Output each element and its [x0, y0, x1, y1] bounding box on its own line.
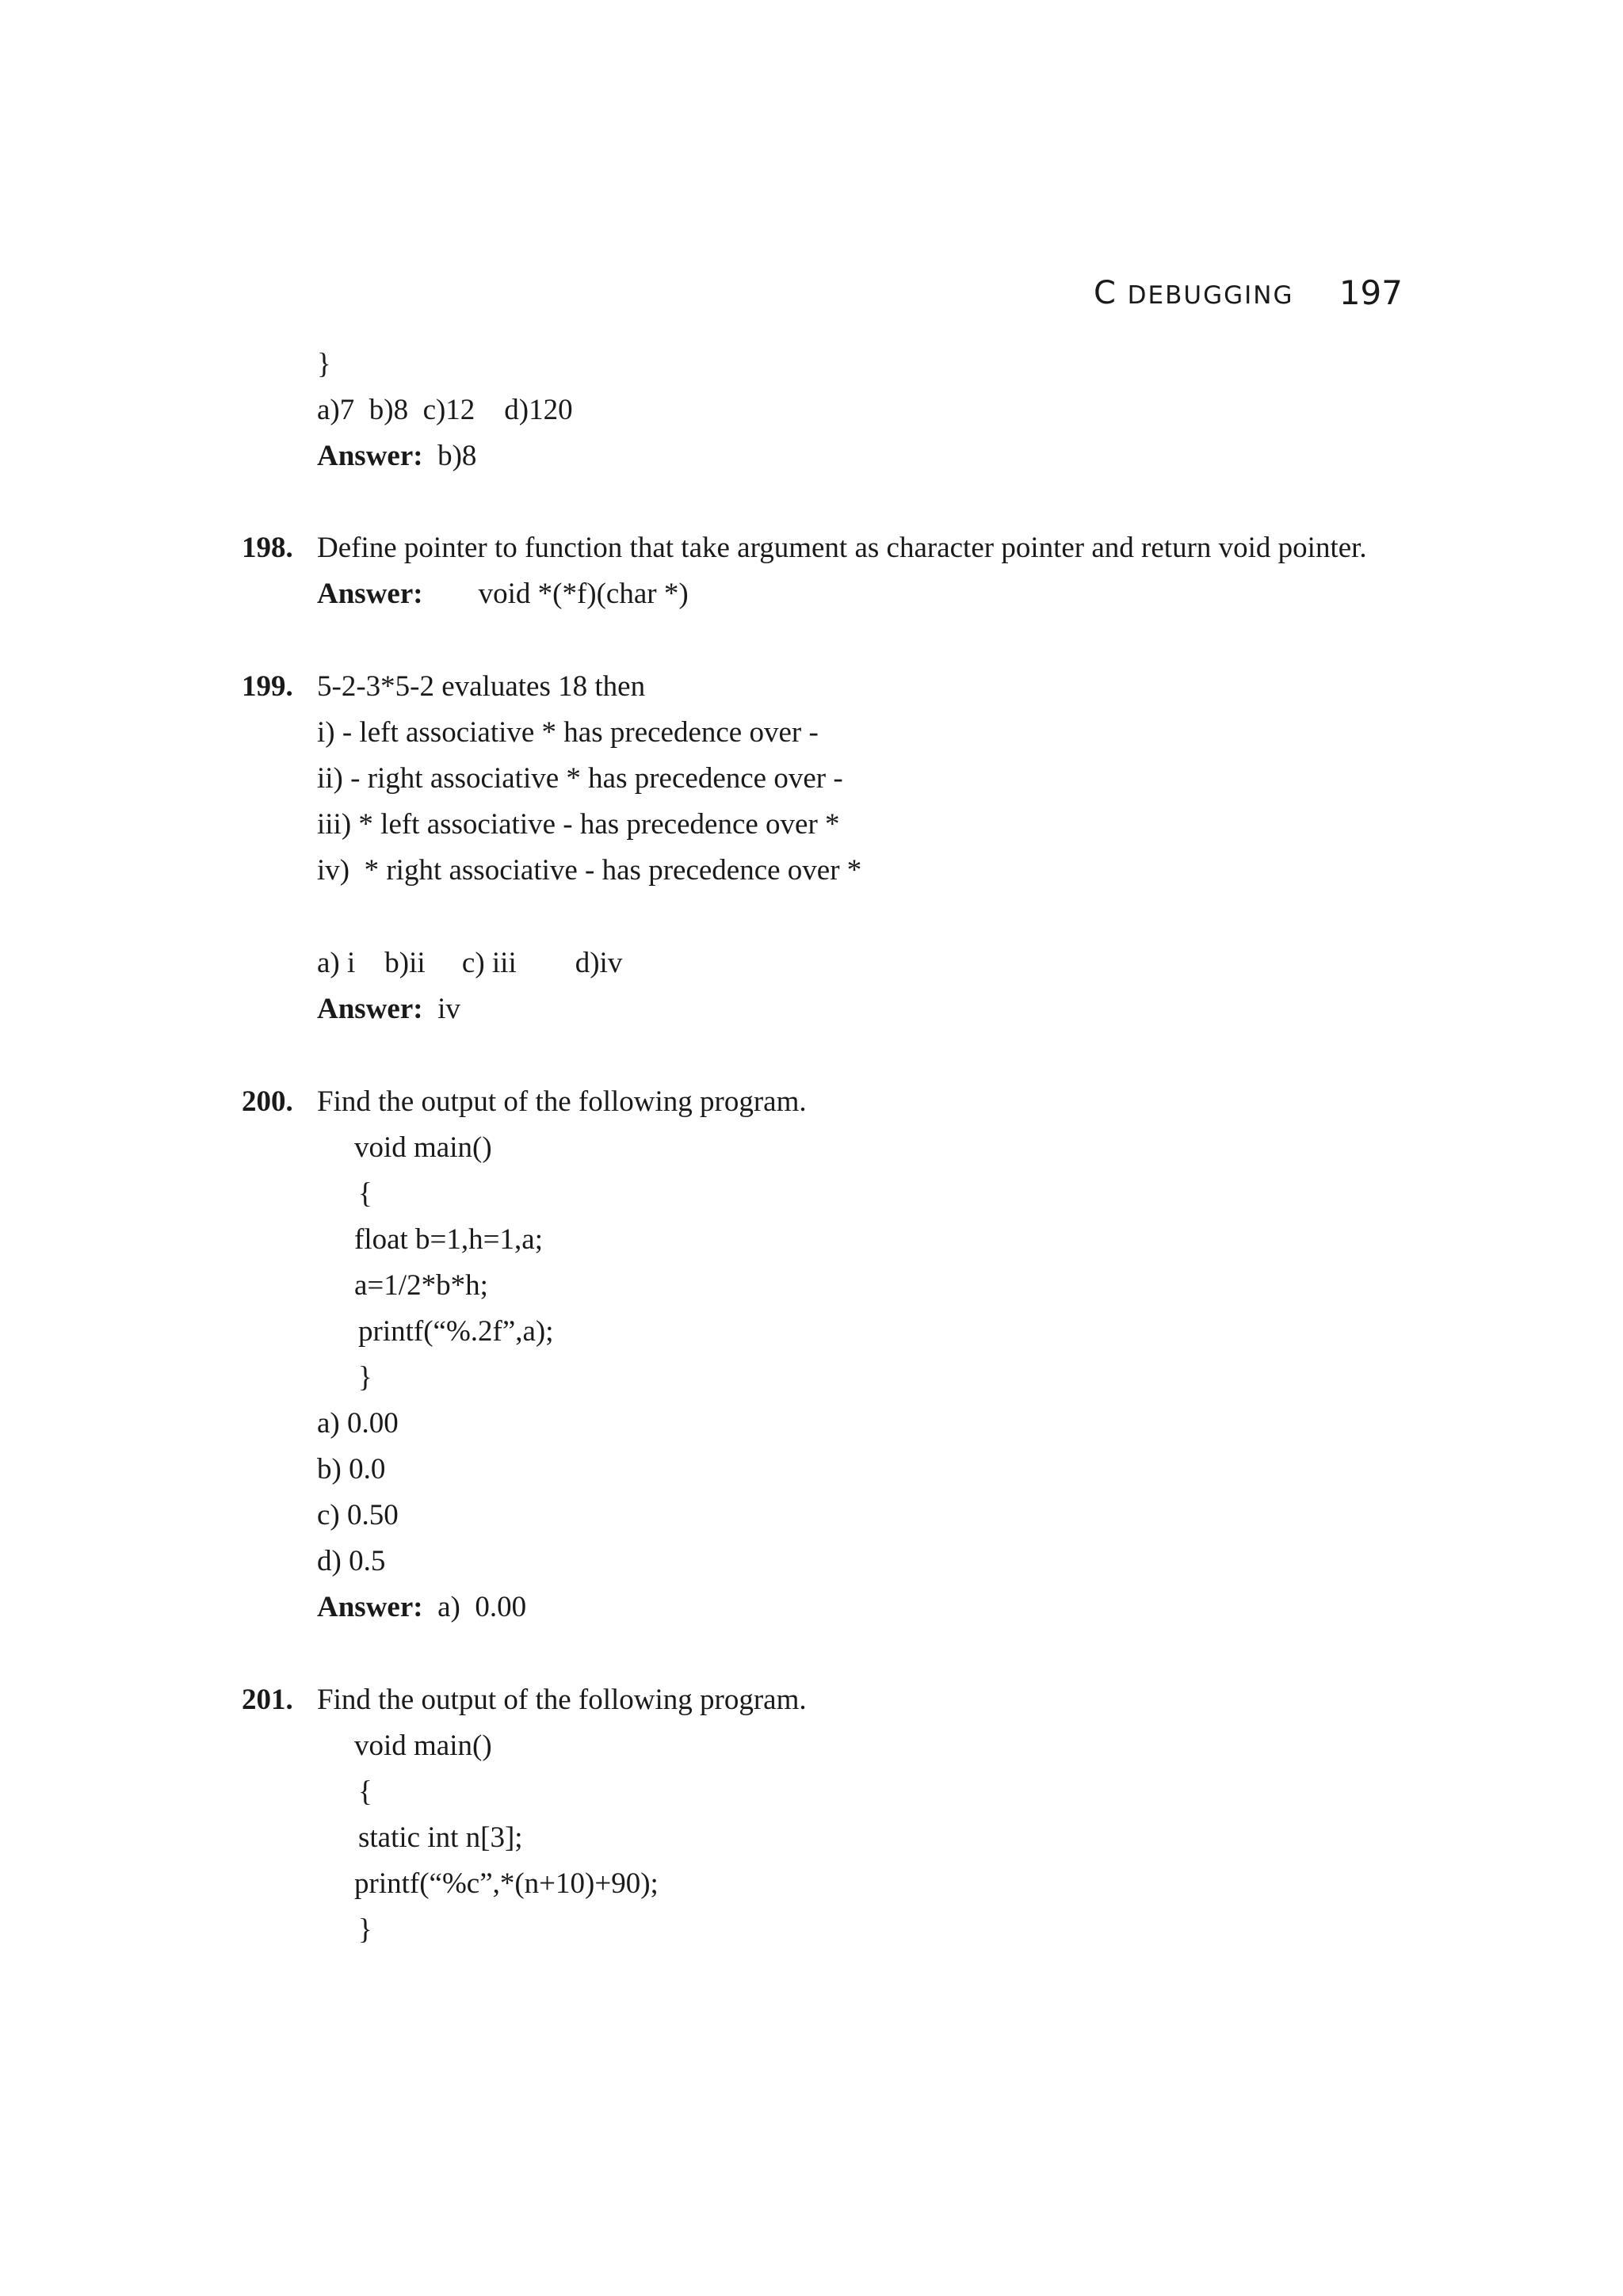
q200-answer [317, 1590, 526, 1625]
q197-answer [317, 439, 476, 474]
q200-code-line: a=1/2*b*h; [354, 1269, 488, 1302]
q199-statement: iv) * right associative - has precedence over * [317, 854, 862, 887]
answer-label: Answer: [317, 993, 423, 1025]
q199-number: 199. [242, 670, 293, 703]
q198-text: Define pointer to function that take argument as character pointer and return void pointer. [317, 532, 1367, 564]
chapter-title [1094, 275, 1293, 311]
code-closing-brace: } [317, 348, 331, 380]
page-number: 197 [1338, 273, 1403, 312]
q200-code-line: void main() [354, 1131, 492, 1164]
q200-option: c) 0.50 [317, 1499, 399, 1531]
q201-text: Find the output of the following program. [317, 1684, 807, 1716]
chapter-title-rest: DEBUGGING [1127, 281, 1294, 310]
answer-value: iv [437, 993, 460, 1025]
q200-number: 200. [242, 1085, 293, 1118]
q201-code-line: printf(“%c”,*(n+10)+90); [354, 1867, 659, 1900]
answer-label: Answer: [317, 1591, 423, 1623]
q198-number: 198. [242, 532, 293, 564]
q201-code-line: { [358, 1775, 372, 1808]
q199-statement: iii) * left associative - has precedence over * [317, 808, 840, 841]
q200-option: a) 0.00 [317, 1407, 399, 1440]
q200-option: d) 0.5 [317, 1545, 386, 1577]
q199-statement: ii) - right associative * has precedence over - [317, 762, 843, 795]
answer-value: b)8 [437, 440, 477, 472]
q200-text: Find the output of the following program. [317, 1085, 807, 1118]
q200-code-line: { [358, 1177, 372, 1210]
running-header [1094, 273, 1403, 321]
q200-option: b) 0.0 [317, 1453, 386, 1486]
q200-code-line: printf(“%.2f”,a); [358, 1315, 554, 1348]
q201-code-line: } [358, 1913, 372, 1946]
q199-text: 5-2-3*5-2 evaluates 18 then [317, 670, 646, 703]
q198-answer [317, 577, 689, 612]
q201-number: 201. [242, 1684, 293, 1716]
answer-label: Answer: [317, 578, 423, 610]
q201-code-line: void main() [354, 1730, 492, 1762]
q200-code-line: } [358, 1361, 372, 1394]
q199-options: a) i b)ii c) iii d)iv [317, 947, 623, 979]
answer-value: a) 0.00 [437, 1591, 527, 1623]
q200-code-line: float b=1,h=1,a; [354, 1223, 543, 1256]
chapter-title-initial: C [1094, 275, 1117, 311]
q201-code-line: static int n[3]; [358, 1821, 523, 1854]
q197-options: a)7 b)8 c)12 d)120 [317, 394, 573, 426]
q199-answer [317, 992, 460, 1027]
answer-label: Answer: [317, 440, 423, 472]
answer-value: void *(*f)(char *) [478, 578, 689, 610]
q199-statement: i) - left associative * has precedence over - [317, 716, 819, 749]
